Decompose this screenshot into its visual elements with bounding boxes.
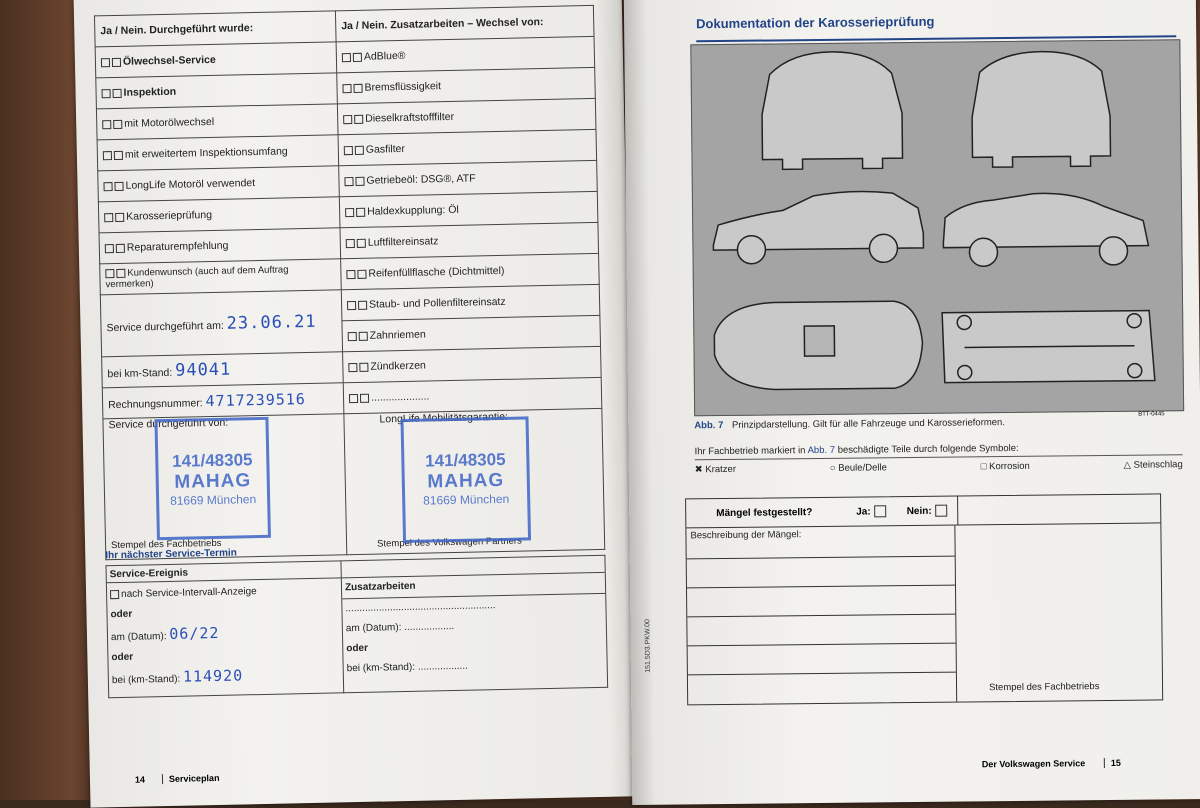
page-section-left: Serviceplan [162,773,220,784]
row-right-5: Haldexkupplung: Öl [339,191,598,227]
defects-stamp-area: Stempel des Fachbetriebs [989,681,1100,694]
defects-ja-checkbox[interactable] [875,505,887,517]
row-right-4: Getriebeöl: DSG®, ATF [339,160,598,196]
row-right-0: AdBlue® [336,36,595,72]
footer-title: Der Volkswagen Service [981,758,1086,770]
car-figure [690,39,1184,416]
row-left-3: mit erweitertem Inspektionsumfang [97,135,339,171]
row-right-6: Luftfiltereinsatz [340,222,599,258]
legend-steinschlag: △ Steinschlag [1123,459,1183,471]
legend-korrosion: □ Korrosion [980,460,1030,473]
row-left-2: mit Motorölwechsel [96,104,338,140]
next-event-header: Service-Ereignis [106,561,341,583]
longlife-cell: LongLife Mobilitätsgarantie: Stempel des Volkswagen Partners [344,408,605,554]
km-cell: bei km-Stand: 94041 [102,352,344,388]
header-right: Ja / Nein. Zusatzarbeiten – Wechsel von: [335,5,594,41]
car-front-view [971,51,1110,167]
car-rear-view [761,51,902,169]
next-km-value: 114920 [182,666,244,686]
row-left-5: Karosserieprüfung [98,197,340,233]
dealer-stamp-left: 141/48305 MAHAG 81669 München [154,417,271,540]
next-service-title: Ihr nächster Service-Termin [105,547,237,562]
car-diagram [691,40,1183,418]
legend-symbols [695,459,1183,475]
service-date-cell: Service durchgeführt am: 23.06.21 [100,290,342,357]
row-right-3: Gasfilter [338,129,597,165]
defects-description: Beschreibung der Mängel: [686,526,957,705]
next-date-value: 06/22 [169,623,220,643]
defects-box [685,493,1163,705]
km-value: 94041 [174,359,232,381]
row-right-10: Zündkerzen [343,346,602,382]
page-number-right: 15 [1104,758,1121,768]
page-title: Dokumentation der Karosserieprüfung [696,13,935,32]
dealer-stamp-right: 141/48305 MAHAG 81669 München [400,416,531,543]
row-right-7: Reifenfüllflasche (Dichtmittel) [341,253,600,289]
stamp-left-label: Stempel des Fachbetriebs [110,537,222,552]
row-left-7: Kundenwunsch (auch auf dem Auftrag vermerken) [100,259,342,295]
legend-beule: ○ Beule/Delle [829,462,887,474]
row-left-6: Reparaturempfehlung [99,228,341,264]
next-service-table [105,555,608,698]
row-right-8: Staub- und Pollenfiltereinsatz [341,284,600,320]
row-right-1: Bremsflüssigkeit [337,67,596,103]
service-date-value: 23.06.21 [226,311,317,334]
invoice-cell: Rechnungsnummer: 4717239516 [102,383,344,419]
figure-caption: Abb. 7 Prinzipdarstellung. Gilt für alle Fahrzeuge und Karosserieformen. [694,417,1006,432]
defects-header: Mängel festgestellt? Ja: Nein: [686,494,1160,528]
row-right-2: Dieselkraftstofffilter [337,98,596,134]
invoice-value: 4717239516 [205,390,307,411]
next-event-cell: nach Service-Intervall-Anzeige oder am (Datum): 06/22 oder bei (km-Stand): 114920 [106,578,343,698]
row-right-9: Zahnriemen [342,315,601,351]
row-left-1: Inspektion [96,73,338,109]
defects-body [686,523,1162,704]
defects-nein-checkbox[interactable] [936,505,948,517]
legend-intro: Ihr Fachbetrieb markiert in Abb. 7 beschädigte Teile durch folgende Symbole: [695,441,1183,460]
row-left-0: Ölwechsel-Service [95,42,337,78]
row-left-4: LongLife Motoröl verwendet [98,166,340,202]
figure-code: BTT-0445 [1138,411,1165,418]
side-code: 151.5D3.PKW.00 [644,619,652,673]
next-extra-header: Zusatzarbeiten [342,573,605,600]
right-page [624,0,1200,805]
page-number-left: 14 [134,774,146,785]
next-extra-cell: Zusatzarbeiten ...................................................... am (Datum): .................. oder bei (km-Stand): .................. [341,572,607,693]
service-by-cell: Service durchgeführt von: Stempel des Fachbetriebs [103,414,347,560]
left-page [74,0,639,808]
header-left: Ja / Nein. Durchgeführt wurde: [94,11,336,47]
stamp-right-label: Stempel des Volkswagen Partners [376,535,522,550]
row-right-11: .................... [343,377,602,413]
legend-kratzer: ✖ Kratzer [694,463,737,476]
